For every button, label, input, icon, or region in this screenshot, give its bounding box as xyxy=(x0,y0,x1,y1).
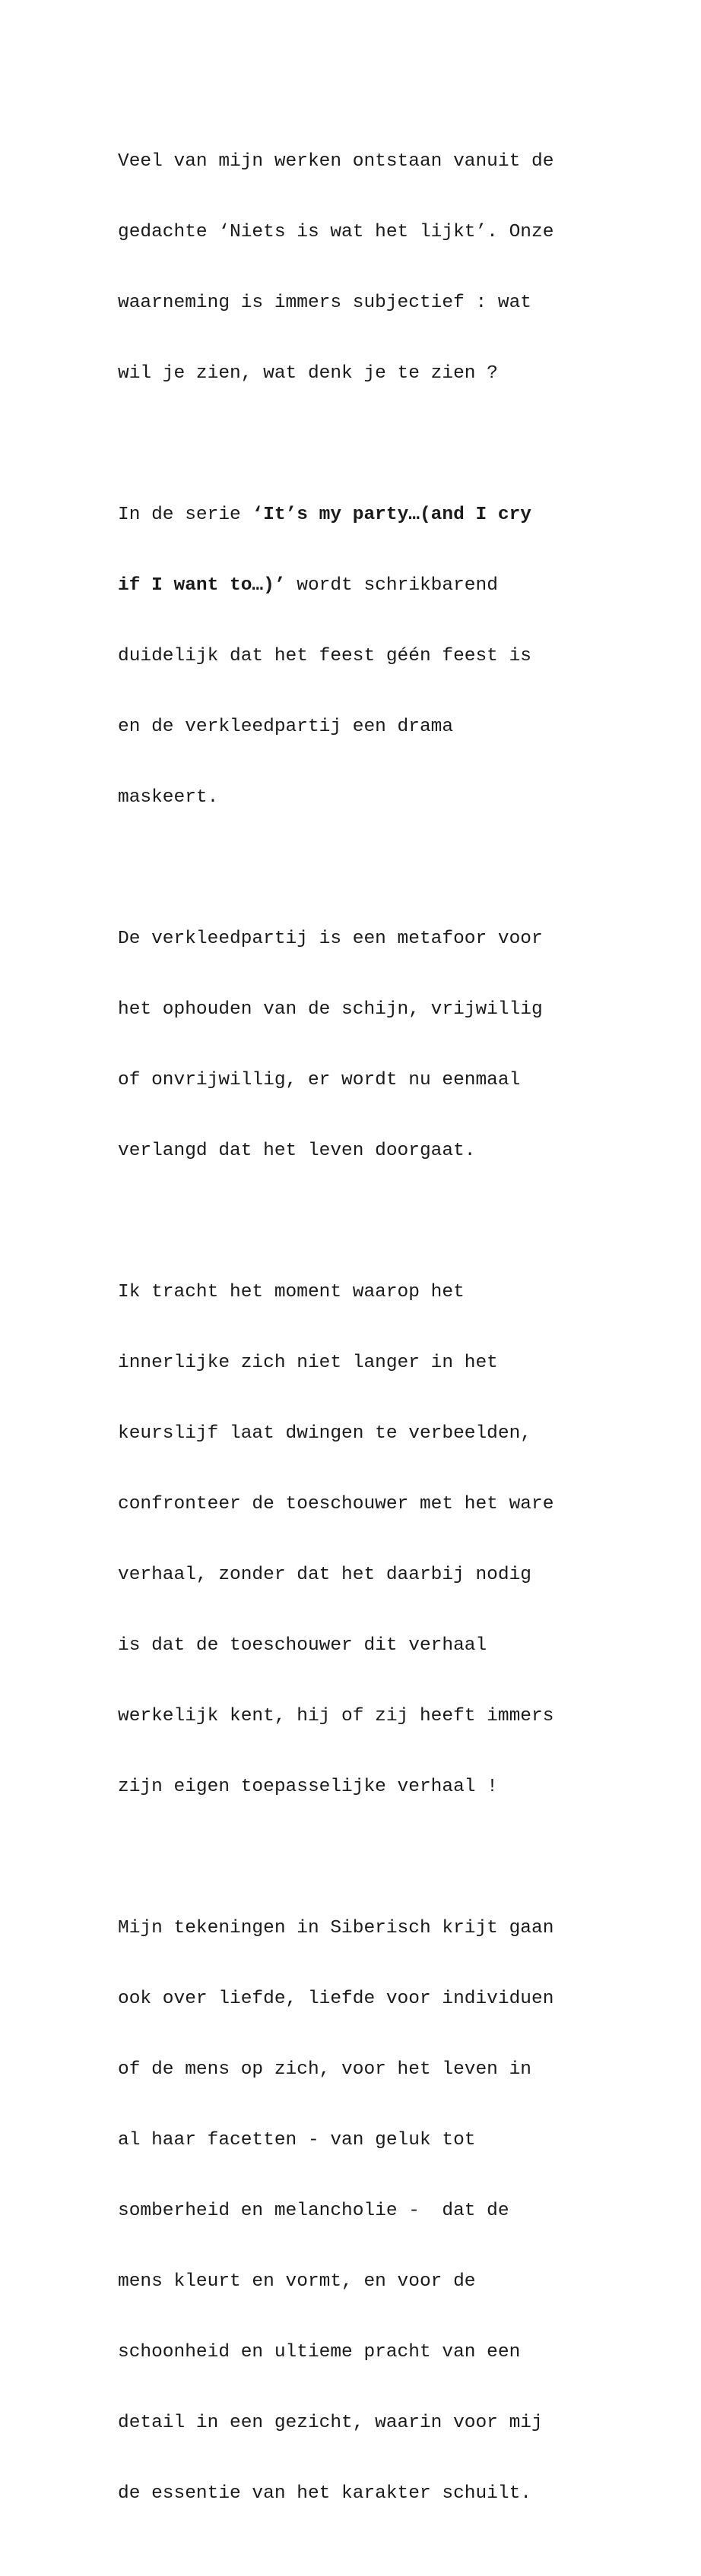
text-line: wil je zien, wat denk je te zien ? xyxy=(118,363,498,384)
text-line: de essentie van het karakter schuilt. xyxy=(118,2483,531,2504)
text-line: werkelijk kent, hij of zij heeft immers xyxy=(118,1706,554,1726)
paragraph-3 xyxy=(118,880,650,1210)
text-line: Veel van mijn werken ontstaan vanuit de xyxy=(118,151,554,172)
text-line: somberheid en melancholie - dat de xyxy=(118,2201,509,2221)
text-span: In de serie xyxy=(118,505,252,525)
text-line: waarneming is immers subjectief : wat xyxy=(118,293,531,313)
text-span: wordt schrikbarend xyxy=(285,575,498,596)
text-line: of de mens op zich, voor het leven in xyxy=(118,2059,531,2080)
paragraph-1 xyxy=(118,103,650,432)
text-line: mens kleurt en vormt, en voor de xyxy=(118,2271,476,2292)
series-title-part-2: if I want to…)’ xyxy=(118,575,286,596)
paragraph-4 xyxy=(118,1233,650,1846)
text-line: of onvrijwillig, er wordt nu eenmaal xyxy=(118,1070,521,1090)
text-line: gedachte ‘Niets is wat het lijkt’. Onze xyxy=(118,222,554,242)
text-line: Ik tracht het moment waarop het xyxy=(118,1282,465,1302)
text-line: verhaal, zonder dat het daarbij nodig xyxy=(118,1565,531,1585)
text-line: al haar facetten - van geluk tot xyxy=(118,2130,476,2150)
text-line: schoonheid en ultieme pracht van een xyxy=(118,2342,521,2362)
text-line: De verkleedpartij is een metafoor voor xyxy=(118,929,543,949)
text-line: het ophouden van de schijn, vrijwillig xyxy=(118,999,543,1020)
paragraph-5 xyxy=(118,1869,650,2552)
text-line xyxy=(118,574,650,597)
document-page xyxy=(118,103,650,2576)
text-line: duidelijk dat het feest géén feest is xyxy=(118,646,531,666)
text-line: ook over liefde, liefde voor individuen xyxy=(118,1989,554,2009)
text-line: en de verkleedpartij een drama xyxy=(118,717,454,737)
text-line: innerlijke zich niet langer in het xyxy=(118,1353,498,1373)
text-line: is dat de toeschouwer dit verhaal xyxy=(118,1635,487,1656)
text-line: maskeert. xyxy=(118,787,219,808)
text-line: keurslijf laat dwingen te verbeelden, xyxy=(118,1423,531,1444)
series-title-part-1: ‘It’s my party…(and I cry xyxy=(252,505,531,525)
text-line: Mijn tekeningen in Siberisch krijt gaan xyxy=(118,1918,554,1938)
text-line: zijn eigen toepasselijke verhaal ! xyxy=(118,1777,498,1797)
text-line xyxy=(118,503,650,527)
paragraph-2 xyxy=(118,456,650,856)
text-line: detail in een gezicht, waarin voor mij xyxy=(118,2413,543,2433)
text-line: confronteer de toeschouwer met het ware xyxy=(118,1494,554,1514)
text-line: verlangd dat het leven doorgaat. xyxy=(118,1141,476,1161)
